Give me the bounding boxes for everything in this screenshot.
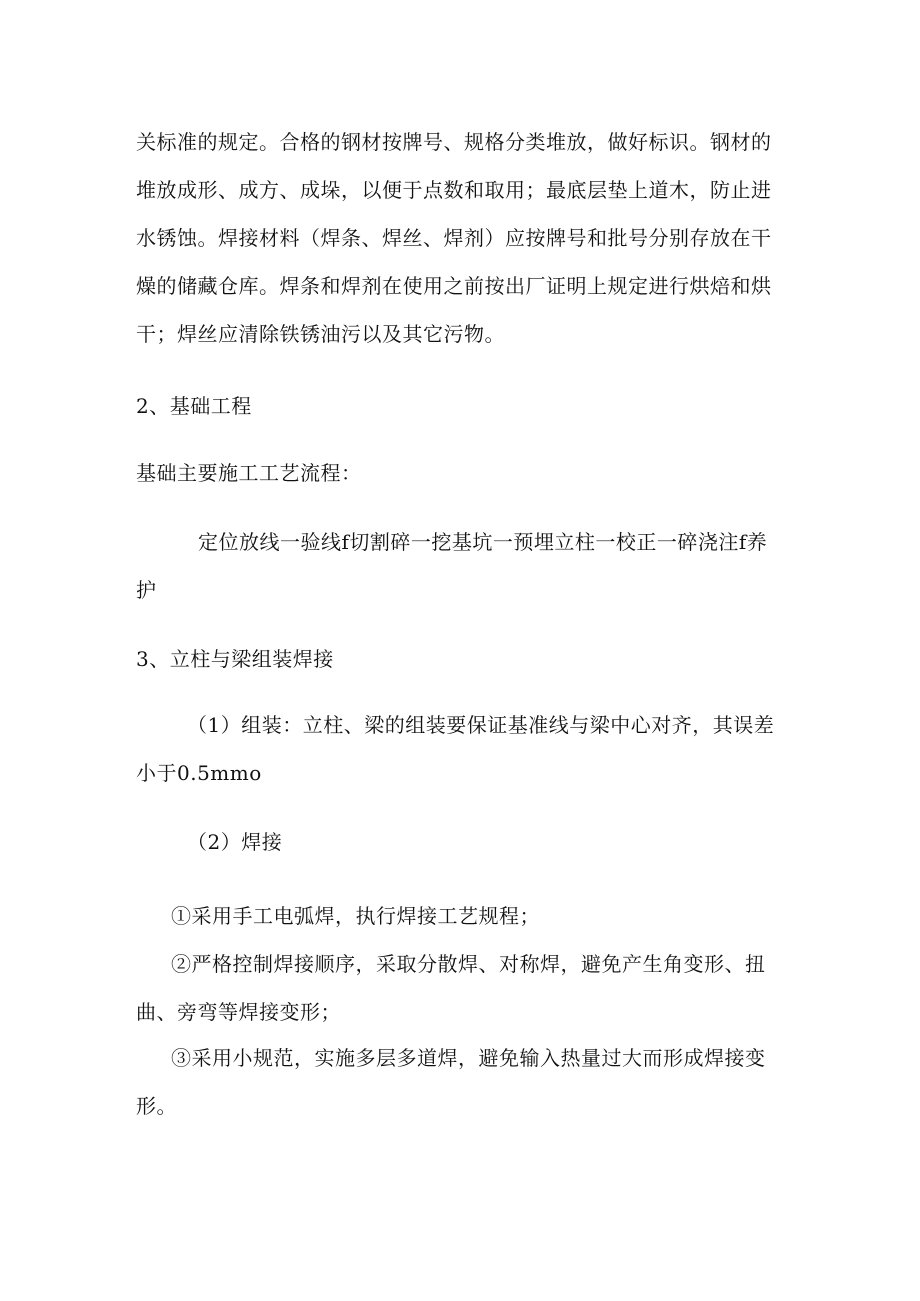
section-heading: 3、立柱与梁组装焊接 [136,647,334,671]
paragraph-line: 干；焊丝应清除铁锈油污以及其它污物。 [136,322,505,346]
list-item: ②严格控制焊接顺序，采取分散焊、对称焊，避免产生角变形、扭 [171,952,766,976]
flow-line: 定位放线一验线f切割碎一挖基坑一预埋立柱一校正一碎浇注f养 [198,530,768,554]
section-heading: 2、基础工程 [136,394,252,418]
paragraph-line: 关标准的规定。合格的钢材按牌号、规格分类堆放，做好标识。钢材的 [136,130,772,154]
flow-line: 护 [136,578,157,602]
list-item: ①采用手工电弧焊，执行焊接工艺规程； [171,904,540,928]
list-item-continuation: 曲、旁弯等焊接变形； [136,1000,341,1024]
assembly-line: 小于0.5mmo [136,761,262,785]
paragraph-line: 堆放成形、成方、成垛，以便于点数和取用；最底层垫上道木，防止进 [136,178,772,202]
subsection-heading: （2）焊接 [187,830,283,854]
flow-title: 基础主要施工工艺流程： [136,461,362,485]
paragraph-line: 燥的储藏仓库。焊条和焊剂在使用之前按出厂证明上规定进行烘焙和烘 [136,274,772,298]
list-item: ③采用小规范，实施多层多道焊，避免输入热量过大而形成焊接变 [171,1046,766,1070]
paragraph-line: 水锈蚀。焊接材料（焊条、焊丝、焊剂）应按牌号和批号分别存放在干 [136,226,772,250]
assembly-line: （1）组装：立柱、梁的组装要保证基准线与梁中心对齐，其误差 [187,713,775,737]
list-item-continuation: 形。 [136,1094,177,1118]
